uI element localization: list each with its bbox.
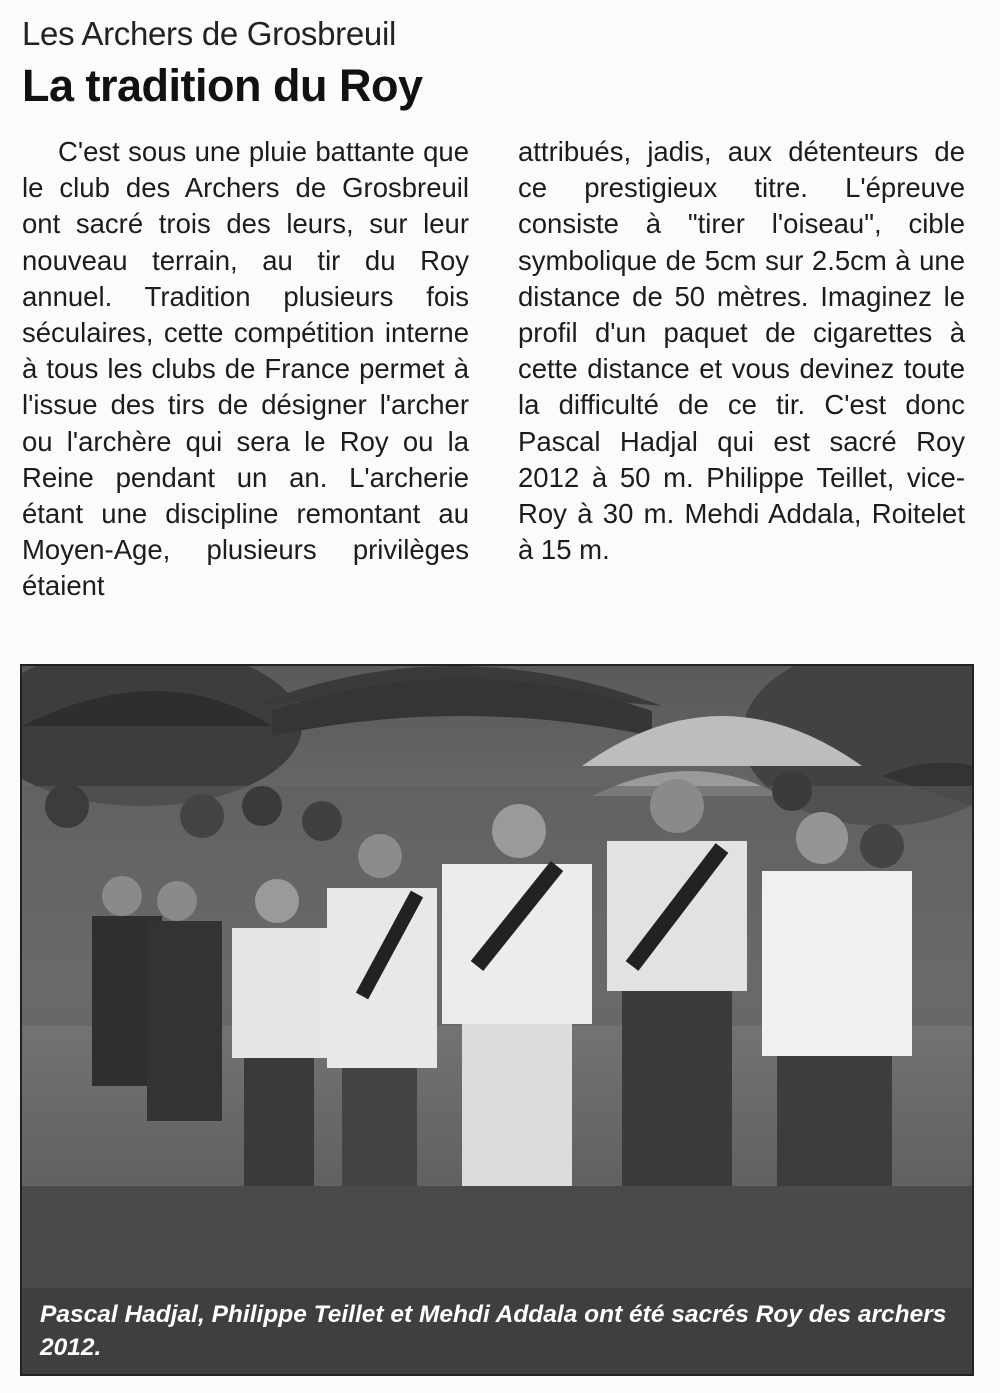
article-column-left <box>22 134 469 605</box>
article-kicker: Les Archers de Grosbreuil <box>22 15 397 52</box>
article-headline: La tradition du Roy <box>22 60 423 111</box>
photo-illustration <box>22 666 972 1374</box>
article-column-right <box>518 134 965 568</box>
article-body-left: C'est sous une pluie battante que le club des Archers de Grosbreuil ont sacré trois des leurs, sur leur nouveau terrain, au tir du Roy annuel. Tradition plusieurs fois séculaires, cette compétition interne à tous les clubs de France permet à l'issue des tirs de désigner l'archer ou l'archère qui sera le Roy ou la Reine pendant un an. L'archerie étant une discipline remontant au Moyen-Age, plusieurs privilèges étaient <box>22 136 469 602</box>
photo-caption: Pascal Hadjal, Philippe Teillet et Mehdi Addala ont été sacrés Roy des archers 2012. <box>22 1288 972 1374</box>
article-body-right: attribués, jadis, aux détenteurs de ce prestigieux titre. L'épreuve consiste à "tirer l'oiseau", cible symbolique de 5cm sur 2.5cm à une distance de 50 mètres. Imaginez le profil d'un paquet de cigarettes à cette distance et vous devinez toute la difficulté de ce tir. C'est donc Pascal Hadjal qui est sacré Roy 2012 à 50 m. Philippe Teillet, vice-Roy à 30 m. Mehdi Addala, Roitelet à 15 m. <box>518 136 965 566</box>
article-photo <box>20 664 974 1376</box>
